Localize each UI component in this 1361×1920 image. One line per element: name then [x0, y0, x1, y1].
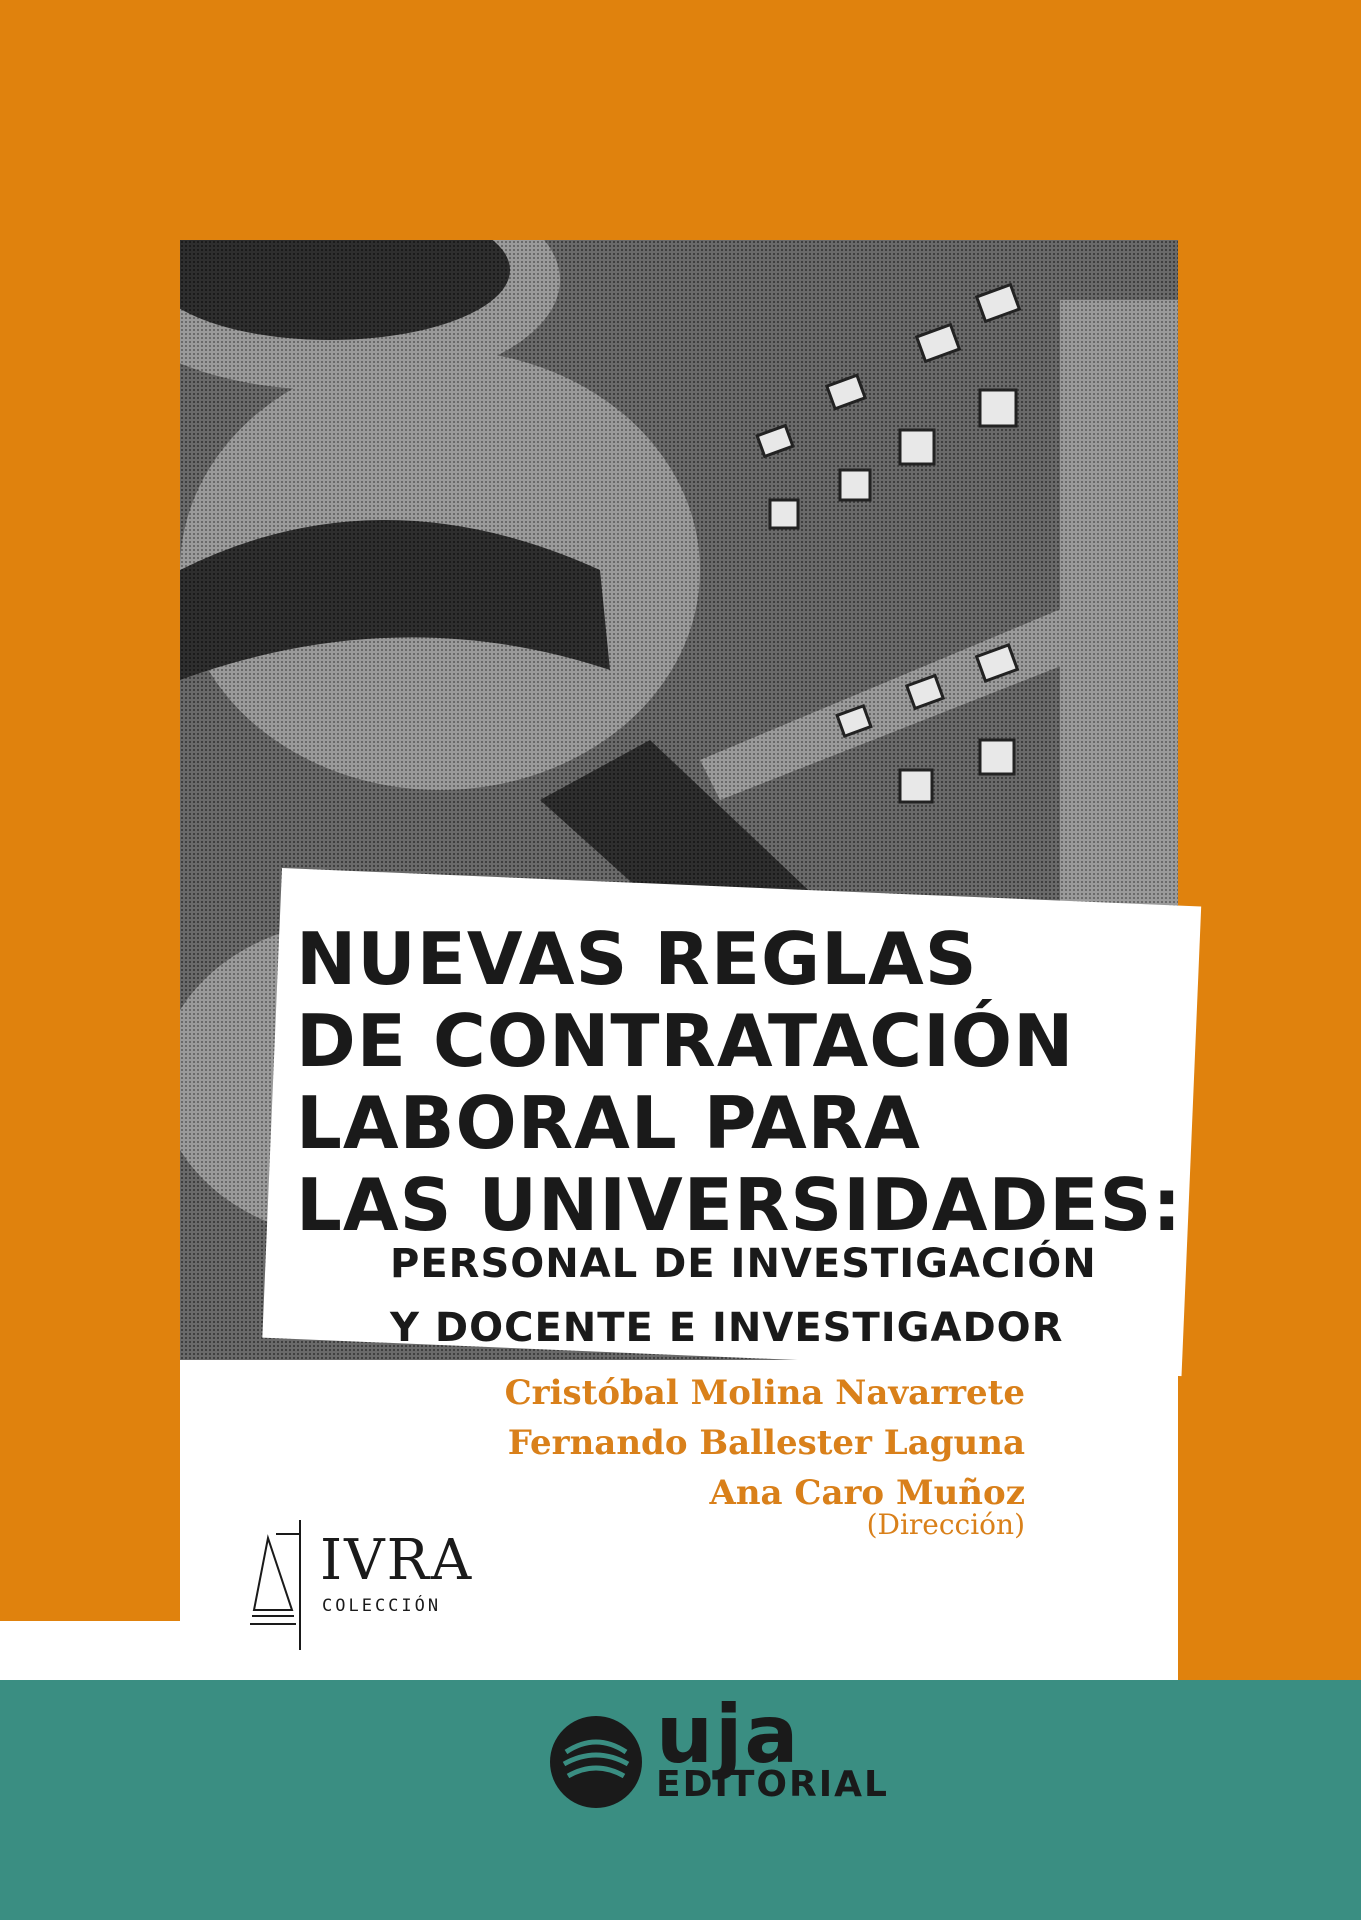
subtitle-line-1: PERSONAL DE INVESTIGACIÓN: [390, 1241, 1097, 1287]
title-line-4: LAS UNIVERSIDADES:: [296, 1163, 1183, 1247]
title-line-1: NUEVAS REGLAS: [296, 917, 978, 1001]
uja-editorial-logo-icon: [546, 1712, 646, 1812]
publisher-name: uja: [656, 1688, 801, 1781]
author-1: Cristóbal Molina Navarrete: [504, 1373, 1025, 1413]
collection-label: COLECCIÓN: [322, 1596, 442, 1616]
title-line-2: DE CONTRATACIÓN: [296, 999, 1075, 1083]
collection-name: IVRA: [320, 1528, 474, 1593]
editor-role: (Dirección): [866, 1508, 1025, 1541]
book-title: [296, 918, 1182, 1246]
authors-list: [505, 1368, 1025, 1518]
book-subtitle: [390, 1232, 1097, 1360]
publisher-label: EDITORIAL: [656, 1764, 889, 1805]
subtitle-line-2: Y DOCENTE E INVESTIGADOR: [390, 1305, 1064, 1351]
title-line-3: LABORAL PARA: [296, 1081, 921, 1165]
author-2: Fernando Ballester Laguna: [507, 1423, 1025, 1463]
left-white-strip: [0, 1621, 180, 1680]
author-3: Ana Caro Muñoz: [709, 1473, 1025, 1513]
